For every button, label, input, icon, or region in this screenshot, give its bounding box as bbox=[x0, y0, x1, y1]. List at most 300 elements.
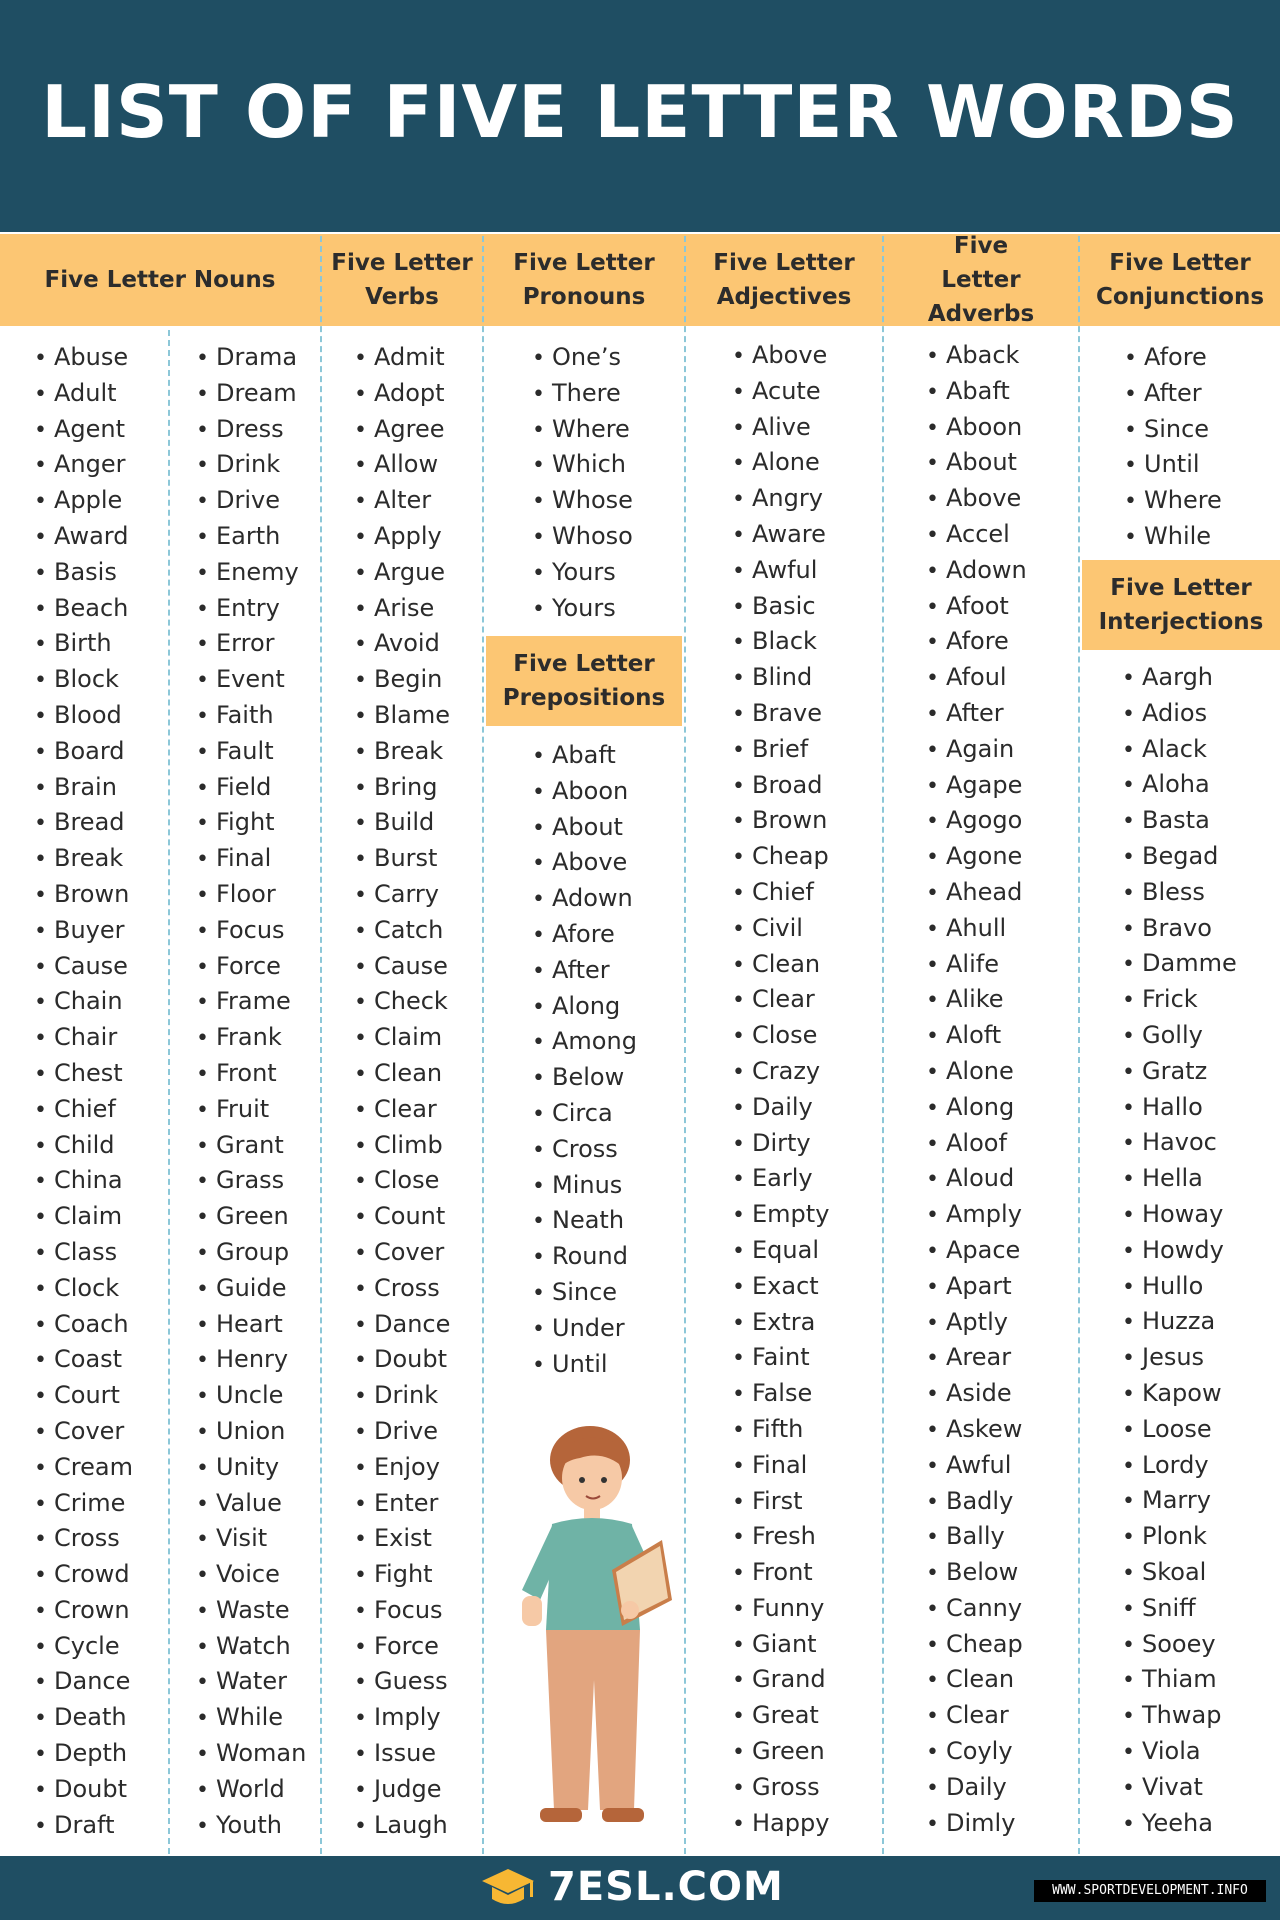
brand-logo bbox=[480, 1862, 784, 1912]
word-item: • Alter bbox=[354, 483, 450, 519]
word-item: • Begad bbox=[1122, 839, 1237, 875]
word-item: • Guess bbox=[354, 1664, 450, 1700]
word-item: • Birth bbox=[34, 626, 133, 662]
word-item: • Hallo bbox=[1122, 1090, 1237, 1126]
word-item: • Close bbox=[732, 1018, 829, 1054]
word-item: • Canny bbox=[926, 1591, 1027, 1627]
word-item: • Anger bbox=[34, 447, 133, 483]
nouns-list-2 bbox=[196, 340, 306, 1843]
word-item: • Ahead bbox=[926, 875, 1027, 911]
word-item: • Damme bbox=[1122, 946, 1237, 982]
word-item: • Loose bbox=[1122, 1412, 1237, 1448]
word-item: • Bally bbox=[926, 1519, 1027, 1555]
word-item: • Court bbox=[34, 1378, 133, 1414]
word-item: • Aloud bbox=[926, 1161, 1027, 1197]
word-item: • Clean bbox=[926, 1662, 1027, 1698]
word-item: • Again bbox=[926, 732, 1027, 768]
word-item: • Clean bbox=[354, 1056, 450, 1092]
word-item: • Brown bbox=[732, 803, 829, 839]
word-item: • Chest bbox=[34, 1056, 133, 1092]
word-item: • Force bbox=[196, 949, 306, 985]
word-item: • Chain bbox=[34, 984, 133, 1020]
word-item: • Huzza bbox=[1122, 1304, 1237, 1340]
word-item: • Faith bbox=[196, 698, 306, 734]
boy-reading-illustration bbox=[500, 1420, 680, 1840]
word-item: • Chief bbox=[732, 875, 829, 911]
word-item: • Enemy bbox=[196, 555, 306, 591]
header-interjections: Five Letter Interjections bbox=[1082, 560, 1280, 650]
word-item: • Dance bbox=[34, 1664, 133, 1700]
word-item: • Chair bbox=[34, 1020, 133, 1056]
word-item: • Cheap bbox=[732, 839, 829, 875]
word-item: • Apace bbox=[926, 1233, 1027, 1269]
word-item: • Abaft bbox=[532, 738, 637, 774]
header-pronouns: Five Letter Pronouns bbox=[513, 250, 655, 310]
word-item: • Adopt bbox=[354, 376, 450, 412]
word-item: • Golly bbox=[1122, 1018, 1237, 1054]
word-item: • Empty bbox=[732, 1197, 829, 1233]
word-item: • Abaft bbox=[926, 374, 1027, 410]
word-item: • Happy bbox=[732, 1806, 829, 1842]
word-item: • Claim bbox=[34, 1199, 133, 1235]
word-item: • Adult bbox=[34, 376, 133, 412]
word-item: • Count bbox=[354, 1199, 450, 1235]
word-item: • Drama bbox=[196, 340, 306, 376]
word-item: • Until bbox=[1124, 447, 1222, 483]
word-item: • Extra bbox=[732, 1305, 829, 1341]
word-item: • Draft bbox=[34, 1808, 133, 1844]
graduation-cap-icon bbox=[480, 1865, 536, 1909]
word-item: • Grant bbox=[196, 1128, 306, 1164]
word-item: • Error bbox=[196, 626, 306, 662]
word-item: • Giant bbox=[732, 1627, 829, 1663]
word-item: • Thiam bbox=[1122, 1662, 1237, 1698]
word-item: • Sooey bbox=[1122, 1627, 1237, 1663]
word-item: • Cream bbox=[34, 1450, 133, 1486]
word-item: • Along bbox=[926, 1090, 1027, 1126]
header-nouns: Five Letter Nouns bbox=[44, 267, 276, 293]
word-item: • Great bbox=[732, 1698, 829, 1734]
word-item: • Crime bbox=[34, 1486, 133, 1522]
word-item: • Grand bbox=[732, 1662, 829, 1698]
word-item: • Focus bbox=[196, 913, 306, 949]
word-item: • About bbox=[532, 810, 637, 846]
word-item: • Cross bbox=[532, 1132, 637, 1168]
word-item: • Awful bbox=[732, 553, 829, 589]
nouns-list-1 bbox=[34, 340, 133, 1843]
word-item: • Aptly bbox=[926, 1305, 1027, 1341]
word-item: • After bbox=[926, 696, 1027, 732]
word-item: • Crazy bbox=[732, 1054, 829, 1090]
word-item: • After bbox=[532, 953, 637, 989]
word-item: • Neath bbox=[532, 1203, 637, 1239]
word-item: • Viola bbox=[1122, 1734, 1237, 1770]
word-item: • Green bbox=[196, 1199, 306, 1235]
word-item: • Above bbox=[732, 338, 829, 374]
word-item: • False bbox=[732, 1376, 829, 1412]
word-item: • Below bbox=[926, 1555, 1027, 1591]
word-item: • Basta bbox=[1122, 803, 1237, 839]
word-item: • Carry bbox=[354, 877, 450, 913]
word-item: • About bbox=[926, 445, 1027, 481]
word-item: • Brief bbox=[732, 732, 829, 768]
word-item: • Cheap bbox=[926, 1627, 1027, 1663]
word-item: • Avoid bbox=[354, 626, 450, 662]
word-item: • Dress bbox=[196, 412, 306, 448]
word-item: • Fight bbox=[196, 805, 306, 841]
word-item: • Basis bbox=[34, 555, 133, 591]
word-item: • Cycle bbox=[34, 1629, 133, 1665]
word-item: • Uncle bbox=[196, 1378, 306, 1414]
word-item: • Fruit bbox=[196, 1092, 306, 1128]
word-item: • Adios bbox=[1122, 696, 1237, 732]
word-item: • Arear bbox=[926, 1340, 1027, 1376]
word-item: • Doubt bbox=[354, 1342, 450, 1378]
word-item: • Kapow bbox=[1122, 1376, 1237, 1412]
word-item: • Round bbox=[532, 1239, 637, 1275]
verbs-list bbox=[354, 340, 450, 1843]
word-item: • Circa bbox=[532, 1096, 637, 1132]
word-item: • Agent bbox=[34, 412, 133, 448]
column-separator bbox=[882, 236, 884, 1854]
adverbs-list bbox=[926, 338, 1027, 1841]
word-item: • Cross bbox=[354, 1271, 450, 1307]
word-item: • Since bbox=[532, 1275, 637, 1311]
word-item: • Watch bbox=[196, 1629, 306, 1665]
word-item: • Among bbox=[532, 1024, 637, 1060]
word-item: • Alike bbox=[926, 982, 1027, 1018]
word-item: • Jesus bbox=[1122, 1340, 1237, 1376]
word-item: • Coast bbox=[34, 1342, 133, 1378]
word-item: • Early bbox=[732, 1161, 829, 1197]
conjunctions-list bbox=[1124, 340, 1222, 555]
word-item: • Marry bbox=[1122, 1483, 1237, 1519]
word-item: • Above bbox=[532, 845, 637, 881]
word-item: • Bring bbox=[354, 770, 450, 806]
word-item: • Hella bbox=[1122, 1161, 1237, 1197]
word-item: • Yours bbox=[532, 555, 633, 591]
word-item: • Arise bbox=[354, 591, 450, 627]
column-separator bbox=[684, 236, 686, 1854]
word-item: • Visit bbox=[196, 1521, 306, 1557]
word-item: • Floor bbox=[196, 877, 306, 913]
word-item: • Brave bbox=[732, 696, 829, 732]
word-item: • Beach bbox=[34, 591, 133, 627]
word-item: • Whoso bbox=[532, 519, 633, 555]
column-separator bbox=[482, 236, 484, 1854]
word-item: • Accel bbox=[926, 517, 1027, 553]
word-item: • Unity bbox=[196, 1450, 306, 1486]
word-item: • Agogo bbox=[926, 803, 1027, 839]
word-item: • Below bbox=[532, 1060, 637, 1096]
word-item: • Afore bbox=[532, 917, 637, 953]
word-item: • Blind bbox=[732, 660, 829, 696]
word-item: • Henry bbox=[196, 1342, 306, 1378]
word-item: • After bbox=[1124, 376, 1222, 412]
word-item: • Acute bbox=[732, 374, 829, 410]
word-item: • Dimly bbox=[926, 1806, 1027, 1842]
word-item: • Funny bbox=[732, 1591, 829, 1627]
word-item: • Yeeha bbox=[1122, 1806, 1237, 1842]
word-item: • Frick bbox=[1122, 982, 1237, 1018]
word-item: • Clear bbox=[354, 1092, 450, 1128]
word-item: • Clock bbox=[34, 1271, 133, 1307]
word-item: • Aboon bbox=[532, 774, 637, 810]
word-item: • Close bbox=[354, 1163, 450, 1199]
word-item: • Water bbox=[196, 1664, 306, 1700]
word-item: • Green bbox=[732, 1734, 829, 1770]
word-item: • Drive bbox=[196, 483, 306, 519]
brand-logo-text: 7ESL.COM bbox=[548, 1864, 784, 1910]
word-item: • Value bbox=[196, 1486, 306, 1522]
word-item: • Alive bbox=[732, 410, 829, 446]
word-item: • Afoul bbox=[926, 660, 1027, 696]
word-item: • Climb bbox=[354, 1128, 450, 1164]
word-item: • Aargh bbox=[1122, 660, 1237, 696]
word-item: • Sniff bbox=[1122, 1591, 1237, 1627]
word-item: • Front bbox=[732, 1555, 829, 1591]
word-item: • Award bbox=[34, 519, 133, 555]
word-item: • Judge bbox=[354, 1772, 450, 1808]
word-item: • Skoal bbox=[1122, 1555, 1237, 1591]
word-item: • Clear bbox=[926, 1698, 1027, 1734]
word-item: • Aloof bbox=[926, 1126, 1027, 1162]
word-item: • Force bbox=[354, 1629, 450, 1665]
word-item: • Break bbox=[354, 734, 450, 770]
word-item: • Brain bbox=[34, 770, 133, 806]
word-item: • Thwap bbox=[1122, 1698, 1237, 1734]
word-item: • Equal bbox=[732, 1233, 829, 1269]
word-item: • Coyly bbox=[926, 1734, 1027, 1770]
word-item: • Agape bbox=[926, 768, 1027, 804]
word-item: • Apply bbox=[354, 519, 450, 555]
word-item: • Focus bbox=[354, 1593, 450, 1629]
word-item: • Afoot bbox=[926, 589, 1027, 625]
word-item: • Howay bbox=[1122, 1197, 1237, 1233]
word-item: • Group bbox=[196, 1235, 306, 1271]
interjections-list bbox=[1122, 660, 1237, 1841]
word-item: • Drive bbox=[354, 1414, 450, 1450]
word-item: • Basic bbox=[732, 589, 829, 625]
word-item: • Bless bbox=[1122, 875, 1237, 911]
word-item: • Awful bbox=[926, 1448, 1027, 1484]
header-prepositions: Five Letter Prepositions bbox=[486, 636, 682, 726]
word-item: • Earth bbox=[196, 519, 306, 555]
word-item: • Since bbox=[1124, 412, 1222, 448]
word-item: • Cover bbox=[354, 1235, 450, 1271]
word-item: • Crowd bbox=[34, 1557, 133, 1593]
word-item: • Afore bbox=[926, 624, 1027, 660]
word-item: • Abuse bbox=[34, 340, 133, 376]
word-item: • Crown bbox=[34, 1593, 133, 1629]
word-item: • While bbox=[196, 1700, 306, 1736]
word-item: • Issue bbox=[354, 1736, 450, 1772]
word-item: • Claim bbox=[354, 1020, 450, 1056]
word-item: • Fault bbox=[196, 734, 306, 770]
word-item: • Hullo bbox=[1122, 1269, 1237, 1305]
word-item: • Alone bbox=[732, 445, 829, 481]
word-item: • Aloft bbox=[926, 1018, 1027, 1054]
word-item: • Whose bbox=[532, 483, 633, 519]
word-item: • Buyer bbox=[34, 913, 133, 949]
word-item: • Apart bbox=[926, 1269, 1027, 1305]
word-item: • Youth bbox=[196, 1808, 306, 1844]
word-item: • Amply bbox=[926, 1197, 1027, 1233]
page-title: LIST OF FIVE LETTER WORDS bbox=[41, 70, 1239, 154]
word-item: • Cross bbox=[34, 1521, 133, 1557]
word-item: • Drink bbox=[196, 447, 306, 483]
word-item: • Havoc bbox=[1122, 1125, 1237, 1161]
header-adjectives: Five Letter Adjectives bbox=[713, 250, 855, 310]
word-item: • Aloha bbox=[1122, 767, 1237, 803]
word-item: • Woman bbox=[196, 1736, 306, 1772]
word-item: • Fifth bbox=[732, 1412, 829, 1448]
header-verbs: Five Letter Verbs bbox=[331, 250, 473, 310]
word-item: • Daily bbox=[732, 1090, 829, 1126]
word-item: • Vivat bbox=[1122, 1770, 1237, 1806]
column-separator bbox=[1078, 236, 1080, 1854]
word-item: • Frame bbox=[196, 984, 306, 1020]
word-item: • Catch bbox=[354, 913, 450, 949]
word-item: • Aside bbox=[926, 1376, 1027, 1412]
adjectives-list bbox=[732, 338, 829, 1841]
word-item: • Dance bbox=[354, 1307, 450, 1343]
word-item: • Break bbox=[34, 841, 133, 877]
word-item: • Exist bbox=[354, 1521, 450, 1557]
word-item: • China bbox=[34, 1163, 133, 1199]
word-item: • Black bbox=[732, 624, 829, 660]
word-item: • Alack bbox=[1122, 732, 1237, 768]
word-item: • Begin bbox=[354, 662, 450, 698]
word-item: • Allow bbox=[354, 447, 450, 483]
word-item: • Aware bbox=[732, 517, 829, 553]
word-item: • Enter bbox=[354, 1486, 450, 1522]
word-item: • Civil bbox=[732, 911, 829, 947]
word-item: • Grass bbox=[196, 1163, 306, 1199]
word-item: • Check bbox=[354, 984, 450, 1020]
word-item: • Child bbox=[34, 1128, 133, 1164]
column-separator bbox=[168, 330, 170, 1854]
word-item: • Adown bbox=[926, 553, 1027, 589]
word-item: • Alone bbox=[926, 1054, 1027, 1090]
prepositions-list bbox=[532, 738, 637, 1382]
word-item: • Final bbox=[196, 841, 306, 877]
header-conjunctions: Five Letter Conjunctions bbox=[1095, 250, 1265, 310]
word-item: • Field bbox=[196, 770, 306, 806]
word-item: • Which bbox=[532, 447, 633, 483]
word-item: • Adown bbox=[532, 881, 637, 917]
word-item: • Gross bbox=[732, 1770, 829, 1806]
word-item: • Build bbox=[354, 805, 450, 841]
word-item: • Apple bbox=[34, 483, 133, 519]
word-item: • Brown bbox=[34, 877, 133, 913]
word-item: • Exact bbox=[732, 1269, 829, 1305]
word-item: • Aback bbox=[926, 338, 1027, 374]
word-item: • Laugh bbox=[354, 1808, 450, 1844]
word-item: • Cause bbox=[354, 949, 450, 985]
word-item: • Guide bbox=[196, 1271, 306, 1307]
word-item: • Frank bbox=[196, 1020, 306, 1056]
word-item: • Waste bbox=[196, 1593, 306, 1629]
word-item: • Alife bbox=[926, 947, 1027, 983]
word-item: • Cover bbox=[34, 1414, 133, 1450]
word-item: • There bbox=[532, 376, 633, 412]
word-item: • Howdy bbox=[1122, 1233, 1237, 1269]
word-item: • Agree bbox=[354, 412, 450, 448]
word-item: • Front bbox=[196, 1056, 306, 1092]
word-item: • Drink bbox=[354, 1378, 450, 1414]
word-item: • Class bbox=[34, 1235, 133, 1271]
word-item: • Block bbox=[34, 662, 133, 698]
word-item: • Badly bbox=[926, 1484, 1027, 1520]
word-item: • Enjoy bbox=[354, 1450, 450, 1486]
word-item: • Blame bbox=[354, 698, 450, 734]
word-item: • Bravo bbox=[1122, 911, 1237, 947]
word-item: • Ahull bbox=[926, 911, 1027, 947]
word-item: • First bbox=[732, 1484, 829, 1520]
word-item: • Above bbox=[926, 481, 1027, 517]
word-item: • Dirty bbox=[732, 1126, 829, 1162]
word-item: • Coach bbox=[34, 1307, 133, 1343]
word-item: • Angry bbox=[732, 481, 829, 517]
word-item: • Minus bbox=[532, 1168, 637, 1204]
word-item: • Union bbox=[196, 1414, 306, 1450]
word-item: • Dream bbox=[196, 376, 306, 412]
word-item: • Broad bbox=[732, 768, 829, 804]
word-item: • Fresh bbox=[732, 1519, 829, 1555]
word-item: • Fight bbox=[354, 1557, 450, 1593]
word-item: • Aboon bbox=[926, 410, 1027, 446]
word-item: • Under bbox=[532, 1311, 637, 1347]
word-item: • Daily bbox=[926, 1770, 1027, 1806]
word-item: • Where bbox=[532, 412, 633, 448]
word-item: • Admit bbox=[354, 340, 450, 376]
word-item: • Burst bbox=[354, 841, 450, 877]
word-item: • Askew bbox=[926, 1412, 1027, 1448]
word-item: • Clean bbox=[732, 947, 829, 983]
word-item: • Chief bbox=[34, 1092, 133, 1128]
header-adverbs: Five Letter Adverbs bbox=[927, 233, 1035, 327]
url-watermark: WWW.SPORTDEVELOPMENT.INFO bbox=[1034, 1880, 1266, 1902]
word-item: • Along bbox=[532, 989, 637, 1025]
word-item: • Imply bbox=[354, 1700, 450, 1736]
word-item: • Final bbox=[732, 1448, 829, 1484]
word-item: • Bread bbox=[34, 805, 133, 841]
word-item: • Blood bbox=[34, 698, 133, 734]
column-separator bbox=[320, 236, 322, 1854]
word-item: • Lordy bbox=[1122, 1448, 1237, 1484]
word-item: • Entry bbox=[196, 591, 306, 627]
pronouns-list bbox=[532, 340, 633, 626]
word-item: • Agone bbox=[926, 839, 1027, 875]
word-item: • Depth bbox=[34, 1736, 133, 1772]
word-item: • Event bbox=[196, 662, 306, 698]
word-item: • Where bbox=[1124, 483, 1222, 519]
word-item: • Clear bbox=[732, 982, 829, 1018]
word-item: • Plonk bbox=[1122, 1519, 1237, 1555]
word-item: • While bbox=[1124, 519, 1222, 555]
word-item: • Doubt bbox=[34, 1772, 133, 1808]
word-item: • One’s bbox=[532, 340, 633, 376]
word-item: • Gratz bbox=[1122, 1054, 1237, 1090]
word-item: • Yours bbox=[532, 591, 633, 627]
word-item: • Death bbox=[34, 1700, 133, 1736]
word-item: • Board bbox=[34, 734, 133, 770]
word-item: • Afore bbox=[1124, 340, 1222, 376]
word-item: • Cause bbox=[34, 949, 133, 985]
word-item: • Faint bbox=[732, 1340, 829, 1376]
word-item: • Argue bbox=[354, 555, 450, 591]
